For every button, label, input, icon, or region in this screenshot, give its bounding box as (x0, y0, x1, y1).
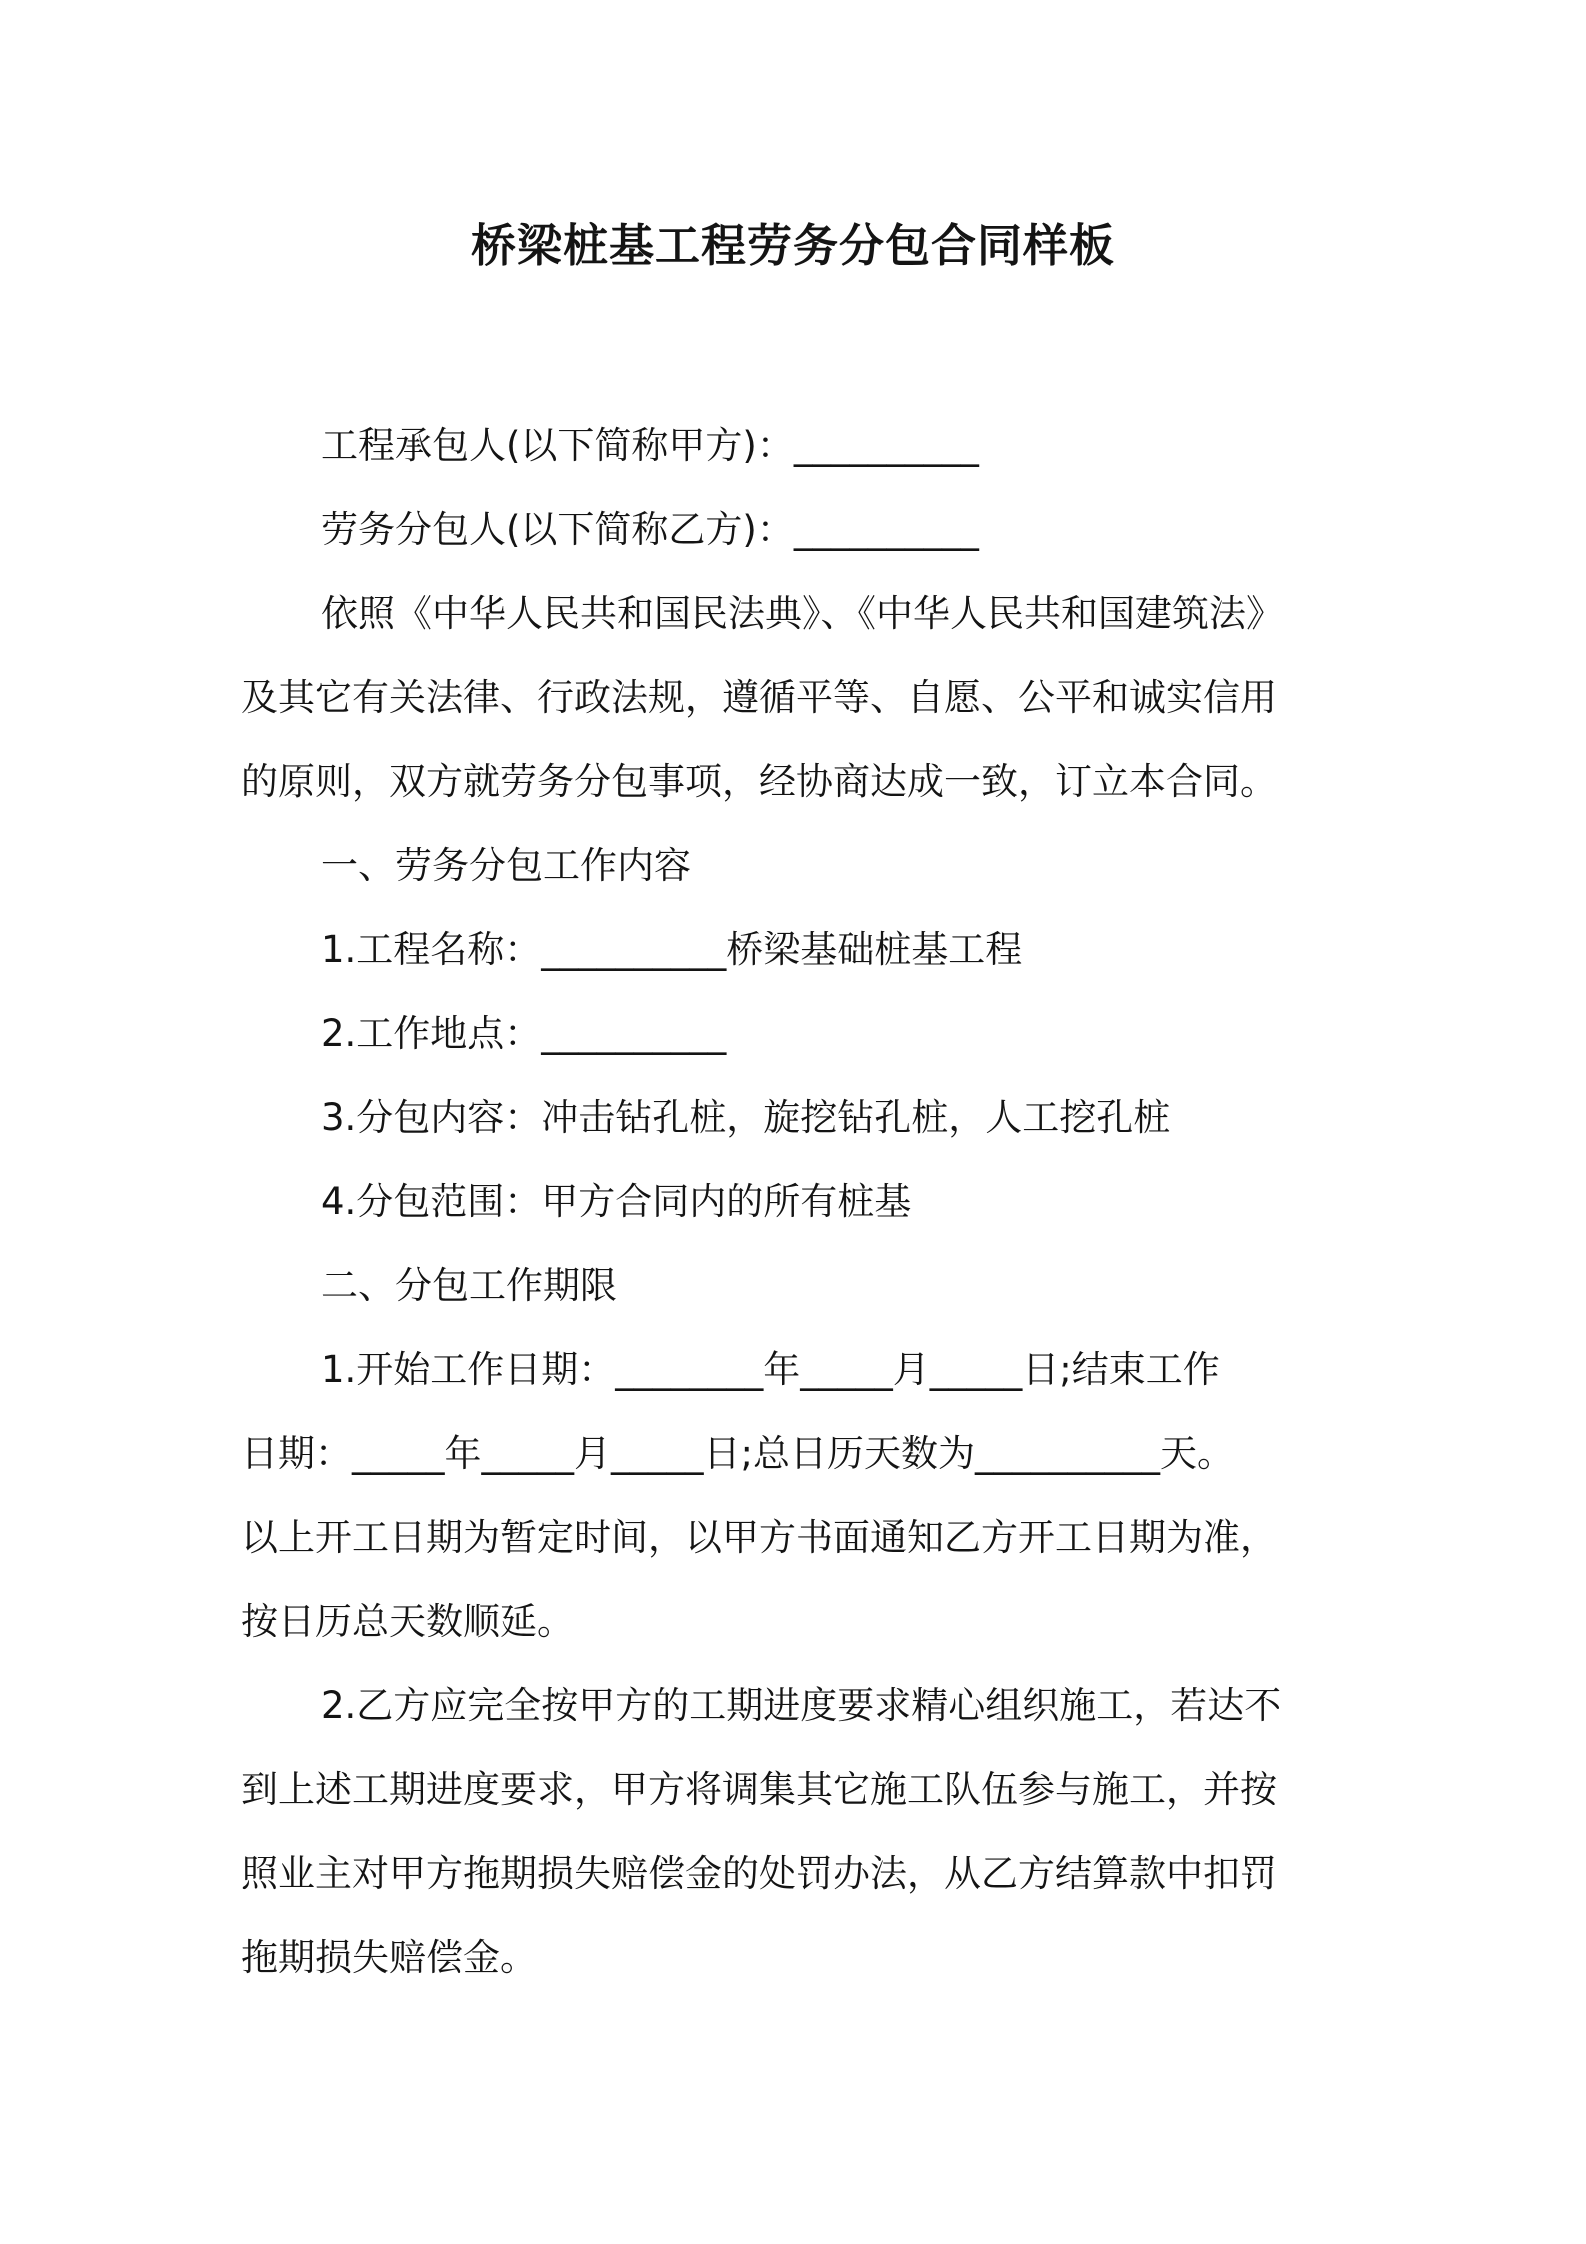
party-a-line: 工程承包人(以下简称甲方)：__________ (321, 424, 979, 467)
preamble-line-1: 依照《中华人民共和国民法典》、《中华人民共和国建筑法》 (321, 592, 1283, 635)
calendar-days-line: 按日历总天数顺延。 (241, 1600, 574, 1643)
document-body (241, 404, 1366, 2000)
start-date-note-line: 以上开工日期为暂定时间，以甲方书面通知乙方开工日期为准， (241, 1516, 1277, 1559)
section-1-heading: 一、劳务分包工作内容 (321, 844, 691, 887)
start-date-line: 1.开始工作日期：________年_____月_____日;结束工作 (321, 1348, 1220, 1391)
work-location-line: 2.工作地点：__________ (321, 1012, 727, 1055)
section-2-heading: 二、分包工作期限 (321, 1264, 617, 1307)
project-name-line: 1.工程名称：__________桥梁基础桩基工程 (321, 928, 1023, 971)
schedule-clause-line-4: 拖期损失赔偿金。 (241, 1936, 537, 1979)
document-title: 桥梁桩基工程劳务分包合同样板 (470, 219, 1115, 272)
subcontract-scope-line: 4.分包范围：甲方合同内的所有桩基 (321, 1180, 912, 1223)
preamble-line-3: 的原则，双方就劳务分包事项，经协商达成一致，订立本合同。 (241, 760, 1277, 803)
party-b-line: 劳务分包人(以下简称乙方)：__________ (321, 508, 979, 551)
end-date-line: 日期：_____年_____月_____日;总日历天数为__________天。 (241, 1432, 1234, 1475)
schedule-clause-line-2: 到上述工期进度要求，甲方将调集其它施工队伍参与施工，并按 (241, 1768, 1277, 1811)
schedule-clause-line-1: 2.乙方应完全按甲方的工期进度要求精心组织施工，若达不 (321, 1684, 1282, 1727)
schedule-clause-line-3: 照业主对甲方拖期损失赔偿金的处罚办法，从乙方结算款中扣罚 (241, 1852, 1277, 1895)
preamble-line-2: 及其它有关法律、行政法规，遵循平等、自愿、公平和诚实信用 (241, 676, 1277, 719)
subcontract-content-line: 3.分包内容：冲击钻孔桩，旋挖钻孔桩，人工挖孔桩 (321, 1096, 1171, 1139)
